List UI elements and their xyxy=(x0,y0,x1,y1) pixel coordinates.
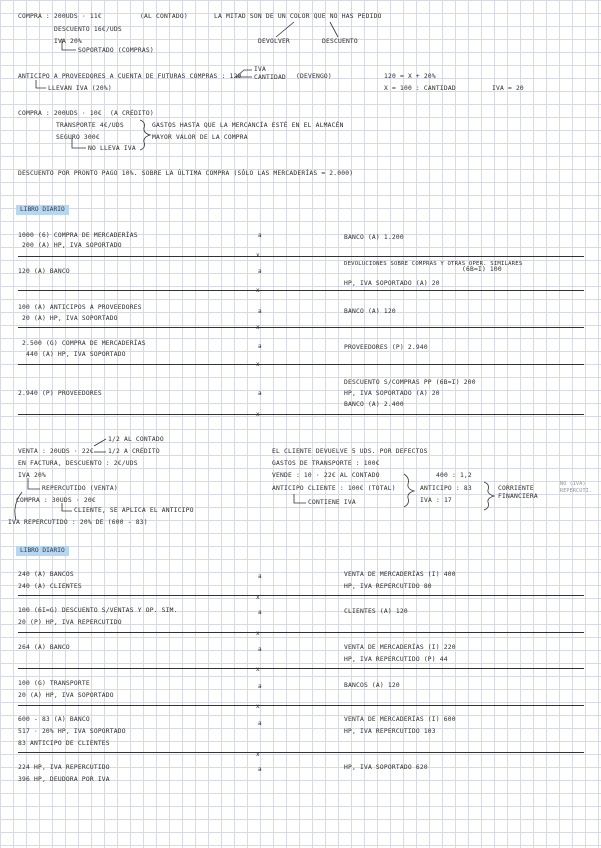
debit-line: 600 - 83 (A) BANCO xyxy=(18,716,90,723)
credit-line: VENTA DE MERCADERÍAS (I) 600 xyxy=(344,716,456,723)
gastos-transporte: GASTOS DE TRANSPORTE : 100€ xyxy=(272,460,380,467)
transporte-line: TRANSPORTE 4€/UDS xyxy=(56,122,124,129)
a-separator: a xyxy=(258,609,262,616)
x-separator: x xyxy=(256,666,260,673)
entry-rule xyxy=(18,256,584,257)
entry-rule xyxy=(18,595,584,596)
debit-line: 100 (A) ANTICIPOS A PROVEEDORES xyxy=(18,304,142,311)
calc-anticipo: ANTICIPO : 83 xyxy=(420,485,472,492)
anticipo-cliente: ANTICIPO CLIENTE : 100€ (TOTAL) xyxy=(272,485,396,492)
credit-amount: (6B=I) 100 xyxy=(462,266,502,273)
debit-line: 20 (A) HP, IVA SOPORTADO xyxy=(22,315,118,322)
anticipo-cantidad: CANTIDAD xyxy=(254,74,286,81)
corriente-financiera: CORRIENTE FINANCIERA xyxy=(498,485,538,500)
entry-rule xyxy=(18,752,584,753)
credito-note: (A CRÉDITO) xyxy=(110,110,154,117)
x-separator: x xyxy=(256,324,260,331)
x-separator: x xyxy=(256,252,260,259)
arrow-contado xyxy=(94,439,106,446)
a-separator: a xyxy=(258,232,262,239)
credit-line: HP, IVA REPERCUTIDO 103 xyxy=(344,728,436,735)
debit-line: 20 (P) HP, IVA REPERCUTIDO xyxy=(18,619,122,626)
equation-1: 120 = X + 20% xyxy=(384,73,436,80)
arrow-devolver xyxy=(276,22,294,37)
credit-line: VENTA DE MERCADERÍAS (I) 220 xyxy=(344,644,456,651)
credit-line: HP, IVA SOPORTADO 620 xyxy=(344,764,428,771)
a-separator: a xyxy=(258,308,262,315)
cliente-anticipo: CLIENTE, SE APLICA EL ANTICIPO xyxy=(74,507,194,514)
repercutido-line: REPERCUTIDO (VENTA) xyxy=(42,485,118,492)
vende-line: VENDE : 10 · 22€ AL CONTADO xyxy=(272,472,380,479)
debit-line: 2.940 (P) PROVEEDORES xyxy=(18,390,102,397)
gastos-line-1: GASTOS HASTA QUE LA MERCANCÍA ESTÉ EN EL ALMACÉN xyxy=(152,122,344,129)
contado-note: (AL CONTADO) xyxy=(140,13,188,20)
a-separator: a xyxy=(258,766,262,773)
credit-line: VENTA DE MERCADERÍAS (I) 400 xyxy=(344,571,456,578)
credit-line: CLIENTES (A) 120 xyxy=(344,608,408,615)
mitad-note: LA MITAD SON DE UN COLOR QUE NO HAS PEDIDO xyxy=(214,13,382,20)
venta-line: VENTA : 20UDS · 22€ xyxy=(18,448,94,455)
libro-diario-title-1: LIBRO DIARIO xyxy=(16,205,69,215)
devolver-label: DEVOLVER xyxy=(258,38,290,45)
credit-line: HP, IVA SOPORTADO (A) 20 xyxy=(344,280,440,287)
no-iva-line: NO LLEVA IVA xyxy=(88,145,136,152)
debit-line: 264 (A) BANCO xyxy=(18,644,70,651)
entry-rule xyxy=(18,668,584,669)
credit-line: HP, IVA REPERCUTIDO 80 xyxy=(344,583,432,590)
bracket-anticipo xyxy=(404,474,414,507)
debit-line: 240 (A) BANCOS xyxy=(18,571,74,578)
x-separator: x xyxy=(256,751,260,758)
x-separator: x xyxy=(256,703,260,710)
debit-line: 100 (6I=G) DESCUENTO S/VENTAS Y OP. SIM. xyxy=(18,607,178,614)
arrow-contiene xyxy=(294,494,306,503)
debit-line: 240 (A) CLIENTES xyxy=(18,583,82,590)
credito-half: 1/2 A CRÉDITO xyxy=(108,448,160,455)
equation-3: IVA = 20 xyxy=(492,85,524,92)
compra-30: COMPRA : 30UDS · 20€ xyxy=(16,497,96,504)
credit-line: PROVEEDORES (P) 2.940 xyxy=(344,344,428,351)
pencil-note: NO (IVA) REPERCUTI. xyxy=(560,481,593,494)
credit-line: HP, IVA REPERCUTIDO (P) 44 xyxy=(344,656,448,663)
bracket-gastos xyxy=(140,120,150,150)
arrow-descuento xyxy=(330,22,338,37)
debit-line: 440 (A) HP, IVA SOPORTADO xyxy=(26,351,126,358)
a-separator: a xyxy=(258,646,262,653)
debit-line: 120 (A) BANCO xyxy=(18,268,70,275)
a-separator: a xyxy=(258,573,262,580)
entry-rule xyxy=(18,705,584,706)
pronto-pago-line: DESCUENTO POR PRONTO PAGO 10%. SOBRE LA ÚLTIMA COMPRA (SÓLO LAS MERCADERÍAS = 2.000) xyxy=(18,170,354,177)
libro-diario-title-2: LIBRO DIARIO xyxy=(16,546,69,556)
iva-venta: IVA 20% xyxy=(18,472,46,479)
a-separator: a xyxy=(258,343,262,350)
a-separator: a xyxy=(258,390,262,397)
contiene-iva: CONTIENE IVA xyxy=(308,499,356,506)
anticipo-line: ANTICIPO A PROVEEDORES A CUENTA DE FUTURAS COMPRAS : 120 xyxy=(18,73,242,80)
x-separator: x xyxy=(256,361,260,368)
entry-rule xyxy=(18,632,584,633)
entry-rule xyxy=(18,290,584,291)
credit-line: DESCUENTO S/COMPRAS PP (6B=I) 200 xyxy=(344,379,476,386)
x-separator: x xyxy=(256,411,260,418)
debit-line: 20 (A) HP, IVA SOPORTADO xyxy=(18,692,114,699)
compra-line: COMPRA : 200UDS · 11€ xyxy=(18,13,102,20)
debit-line: 1000 (6) COMPRA DE MERCADERÍAS xyxy=(18,232,138,239)
entry-rule xyxy=(18,414,584,415)
credit-line: BANCO (A) 120 xyxy=(344,308,396,315)
debit-line: 2.500 (G) COMPRA DE MERCADERÍAS xyxy=(22,340,146,347)
descuento-label: DESCUENTO xyxy=(322,38,358,45)
debit-line: 100 (G) TRANSPORTE xyxy=(18,680,90,687)
x-separator: x xyxy=(256,594,260,601)
a-separator: a xyxy=(258,720,262,727)
bracket-corriente xyxy=(484,482,494,510)
x-separator: x xyxy=(256,630,260,637)
debit-line: 224 HP, IVA REPERCUTIDO xyxy=(18,764,110,771)
debit-line: 517 · 20% HP, IVA SOPORTADO xyxy=(18,728,126,735)
contado-half: 1/2 AL CONTADO xyxy=(108,436,164,443)
devengo-label: (DEVENGO) xyxy=(296,73,332,80)
entry-rule xyxy=(18,327,584,328)
a-separator: a xyxy=(258,683,262,690)
equation-2: X = 100 : CANTIDAD xyxy=(384,85,456,92)
arrow-llevan-iva xyxy=(36,80,46,88)
descuento-line: DESCUENTO 16€/UDS xyxy=(54,26,122,33)
calc-iva: IVA : 17 xyxy=(420,497,452,504)
entry-rule xyxy=(18,364,584,365)
credit-line: BANCOS (A) 120 xyxy=(344,682,400,689)
x-separator: x xyxy=(256,287,260,294)
anticipo-iva: IVA xyxy=(254,66,266,73)
credit-line: BANCO (A) 1.200 xyxy=(344,234,404,241)
gastos-line-2: MAYOR VALOR DE LA COMPRA xyxy=(152,134,248,141)
credit-line: HP, IVA SOPORTADO (A) 20 xyxy=(344,390,440,397)
seguro-line: SEGURO 300€ xyxy=(56,134,100,141)
soportado-line: SOPORTADO (COMPRAS) xyxy=(78,47,154,54)
iva-line: IVA 20% xyxy=(54,38,82,45)
llevan-iva: LLEVAN IVA (20%) xyxy=(48,85,112,92)
a-separator: a xyxy=(258,268,262,275)
calc-400: 400 : 1,2 xyxy=(436,472,472,479)
iva-repercutido-calc: IVA REPERCUTIDO : 20% DE (600 - 83) xyxy=(8,519,148,526)
compra-credito: COMPRA : 200UDS · 10€ xyxy=(18,110,102,117)
debit-line: 396 HP, DEUDORA POR IVA xyxy=(18,776,110,783)
devuelve-line: EL CLIENTE DEVUELVE 5 UDS. POR DEFECTOS xyxy=(272,448,428,455)
credit-line: DEVOLUCIONES SOBRE COMPRAS Y OTRAS OPER. SIMILARES xyxy=(344,261,523,267)
factura-line: EN FACTURA, DESCUENTO : 2€/UDS xyxy=(18,460,138,467)
credit-line: BANCO (A) 2.400 xyxy=(344,401,404,408)
debit-line: 83 ANTICIPO DE CLIENTES xyxy=(18,740,110,747)
debit-line: 200 (A) HP, IVA SOPORTADO xyxy=(22,242,122,249)
